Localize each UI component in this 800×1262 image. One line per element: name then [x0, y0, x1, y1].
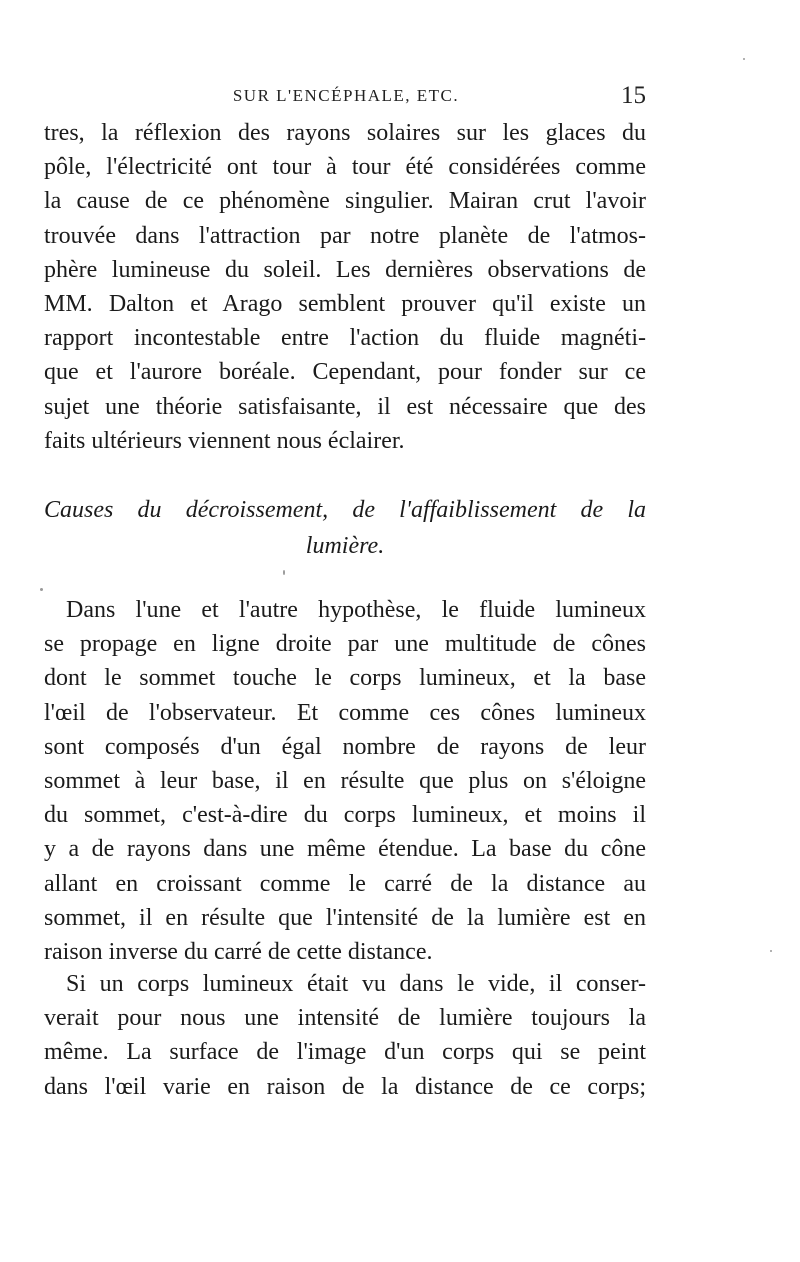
text-line: MM. Dalton et Arago semblent prouver qu'il existe un [44, 290, 646, 317]
text-line: raison inverse du carré de cette distance. [44, 938, 433, 965]
text-line: du sommet, c'est-à-dire du corps lumineux, et moins il [44, 802, 646, 829]
text-line: dont le sommet touche le corps lumineux, et la base [44, 665, 646, 692]
section-heading [44, 492, 646, 564]
paragraph-vacuum [44, 967, 646, 1104]
paper-speck [283, 570, 285, 575]
text-line: la cause de ce phénomène singulier. Mairan crut l'avoir [44, 188, 646, 215]
text-line: dans l'œil varie en raison de la distance de ce corps; [44, 1073, 646, 1100]
text-line: verait pour nous une intensité de lumière toujours la [44, 1005, 646, 1032]
text-line: phère lumineuse du soleil. Les dernières observations de [44, 256, 646, 283]
text-line: sont composés d'un égal nombre de rayons de leur [44, 733, 646, 760]
running-head [44, 82, 648, 112]
running-title: SUR L'ENCÉPHALE, ETC. [232, 86, 460, 105]
text-line: tres, la réflexion des rayons solaires sur les glaces du [44, 120, 646, 146]
text-line: sommet, il en résulte que l'intensité de la lumière est en [44, 904, 646, 931]
text-line: sujet une théorie satisfaisante, il est nécessaire que des [44, 393, 646, 420]
text-line: rapport incontestable entre l'action du fluide magnéti- [44, 325, 646, 352]
paragraph-aurora [44, 116, 646, 458]
paper-speck [40, 588, 43, 591]
text-line: que et l'aurore boréale. Cependant, pour fonder sur ce [44, 359, 646, 386]
section-heading-line: lumière. [305, 533, 385, 559]
section-heading-line: Causes du décroissement, de l'affaiblissement de la [44, 497, 646, 523]
paragraph-light-cones [44, 593, 646, 969]
text-line: pôle, l'électricité ont tour à tour été considérées comme [44, 154, 646, 181]
text-line: faits ultérieurs viennent nous éclairer. [44, 427, 405, 454]
text-line: y a de rayons dans une même étendue. La base du cône [44, 836, 646, 863]
paper-speck [770, 950, 772, 952]
text-line: trouvée dans l'attraction par notre planète de l'atmos- [44, 222, 646, 249]
text-line: sommet à leur base, il en résulte que plus on s'éloigne [44, 767, 646, 794]
text-line: Si un corps lumineux était vu dans le vide, il conser- [66, 971, 646, 997]
text-line: se propage en ligne droite par une multitude de cônes [44, 631, 646, 658]
text-line: même. La surface de l'image d'un corps qui se peint [44, 1039, 646, 1066]
paper-speck [743, 58, 745, 60]
text-line: l'œil de l'observateur. Et comme ces cônes lumineux [44, 699, 646, 726]
text-line: Dans l'une et l'autre hypothèse, le fluide lumineux [66, 597, 646, 623]
page-number: 15 [621, 82, 646, 109]
text-line: allant en croissant comme le carré de la distance au [44, 870, 646, 897]
